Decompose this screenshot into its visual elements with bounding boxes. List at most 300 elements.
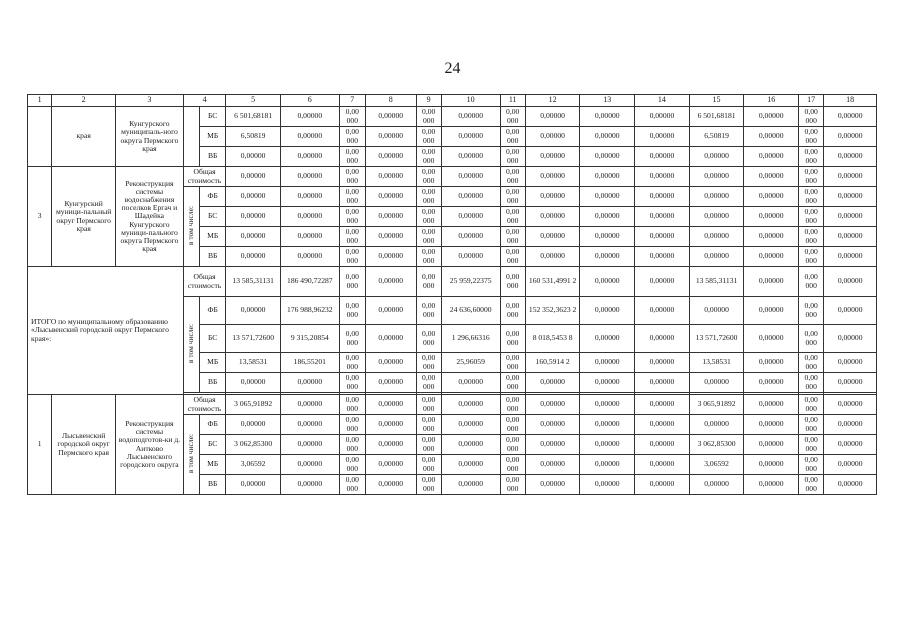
table-row (28, 267, 877, 297)
value-cell: 0,00000 (365, 187, 416, 207)
value-cell: 0,00000 (635, 455, 690, 475)
value-cell: 0,00 000 (799, 373, 824, 393)
value-cell: 6,50819 (226, 127, 281, 147)
value-cell: 0,00000 (744, 297, 799, 325)
value-cell: 0,00000 (824, 187, 877, 207)
value-cell: 160 531,4991 2 (525, 267, 580, 297)
value-cell: 0,00000 (824, 353, 877, 373)
value-cell: 0,00 000 (339, 207, 365, 227)
value-cell: 0,00000 (580, 127, 635, 147)
value-cell: 0,00000 (226, 167, 281, 187)
value-cell: 0,00 000 (416, 167, 441, 187)
value-cell: 0,00000 (226, 373, 281, 393)
value-cell: 0,00000 (365, 127, 416, 147)
value-cell: 0,00000 (441, 395, 500, 415)
value-cell: 0,00000 (635, 247, 690, 267)
value-cell: 0,00000 (226, 297, 281, 325)
header-row (28, 95, 877, 107)
fund-code: БС (200, 435, 226, 455)
column-header: 3 (116, 95, 184, 107)
value-cell: 0,00000 (280, 147, 339, 167)
value-cell: 0,00000 (441, 127, 500, 147)
value-cell: 0,00 000 (799, 187, 824, 207)
value-cell: 0,00000 (824, 475, 877, 495)
column-header: 9 (416, 95, 441, 107)
value-cell: 0,00000 (744, 107, 799, 127)
value-cell: 0,00 000 (339, 435, 365, 455)
value-cell: 0,00 000 (500, 107, 525, 127)
value-cell: 6 501,68181 (689, 107, 744, 127)
value-cell: 0,00000 (689, 187, 744, 207)
value-cell: 0,00000 (226, 187, 281, 207)
value-cell: 0,00 000 (339, 415, 365, 435)
value-cell: 0,00000 (744, 167, 799, 187)
value-cell: 0,00000 (280, 455, 339, 475)
fund-code: БС (200, 325, 226, 353)
value-cell: 8 018,5453 8 (525, 325, 580, 353)
value-cell: 0,00 000 (416, 207, 441, 227)
value-cell: 0,00000 (441, 187, 500, 207)
in-total-label: в том числе: (186, 205, 196, 245)
value-cell: 0,00000 (744, 207, 799, 227)
column-header: 4 (183, 95, 225, 107)
fund-code: ФБ (200, 415, 226, 435)
value-cell: 0,00 000 (339, 395, 365, 415)
value-cell: 0,00000 (365, 207, 416, 227)
table-row (28, 395, 877, 415)
value-cell: 13,58531 (689, 353, 744, 373)
total-cost-label: Общая стоимость (183, 167, 225, 187)
value-cell: 0,00 000 (339, 325, 365, 353)
value-cell: 0,00000 (744, 127, 799, 147)
value-cell: 176 988,96232 (280, 297, 339, 325)
value-cell: 0,00 000 (416, 247, 441, 267)
object-name: Реконструкция системы водоснабжения поселков Ергач и Шадейка Кунгурского муници-пального округа Пермского края (116, 167, 184, 267)
value-cell: 0,00000 (280, 475, 339, 495)
value-cell: 0,00 000 (799, 475, 824, 495)
value-cell: 0,00000 (824, 207, 877, 227)
value-cell: 0,00000 (635, 373, 690, 393)
column-header: 6 (280, 95, 339, 107)
object-name: Кунгурского муниципаль-ного округа Пермского края (116, 107, 184, 167)
value-cell: 0,00000 (280, 127, 339, 147)
value-cell: 0,00000 (525, 227, 580, 247)
row-number: 3 (28, 167, 52, 267)
value-cell: 0,00000 (744, 415, 799, 435)
value-cell: 0,00 000 (339, 227, 365, 247)
value-cell: 0,00000 (280, 187, 339, 207)
value-cell: 0,00000 (580, 297, 635, 325)
value-cell: 0,00000 (824, 373, 877, 393)
in-total-label: в том числе: (186, 433, 196, 473)
value-cell: 0,00000 (580, 107, 635, 127)
value-cell: 0,00000 (365, 353, 416, 373)
value-cell: 0,00 000 (339, 187, 365, 207)
budget-table (27, 94, 877, 495)
fund-code: ФБ (200, 297, 226, 325)
value-cell: 0,00000 (280, 373, 339, 393)
value-cell: 0,00000 (365, 455, 416, 475)
value-cell: 0,00000 (580, 187, 635, 207)
value-cell: 3 062,85300 (226, 435, 281, 455)
row-number: 1 (28, 395, 52, 495)
value-cell: 0,00000 (280, 227, 339, 247)
value-cell: 0,00000 (280, 167, 339, 187)
value-cell: 186 490,72287 (280, 267, 339, 297)
value-cell: 0,00000 (824, 435, 877, 455)
value-cell: 0,00000 (744, 373, 799, 393)
value-cell: 0,00 000 (500, 147, 525, 167)
table-cell (183, 415, 199, 495)
value-cell: 0,00 000 (339, 147, 365, 167)
value-cell: 0,00 000 (500, 127, 525, 147)
value-cell: 0,00000 (525, 107, 580, 127)
column-header: 11 (500, 95, 525, 107)
value-cell: 0,00000 (824, 127, 877, 147)
value-cell: 0,00 000 (799, 325, 824, 353)
value-cell: 0,00 000 (339, 297, 365, 325)
value-cell: 0,00000 (689, 415, 744, 435)
value-cell: 0,00 000 (416, 297, 441, 325)
value-cell: 0,00000 (525, 167, 580, 187)
value-cell: 0,00000 (824, 267, 877, 297)
value-cell: 0,00 000 (416, 187, 441, 207)
value-cell: 0,00000 (525, 207, 580, 227)
value-cell: 3 062,85300 (689, 435, 744, 455)
value-cell: 0,00 000 (799, 297, 824, 325)
value-cell: 0,00 000 (500, 353, 525, 373)
column-header: 17 (799, 95, 824, 107)
value-cell: 0,00 000 (799, 455, 824, 475)
value-cell: 0,00000 (525, 455, 580, 475)
value-cell: 0,00 000 (416, 415, 441, 435)
value-cell: 0,00000 (226, 147, 281, 167)
column-header: 8 (365, 95, 416, 107)
value-cell: 0,00000 (635, 147, 690, 167)
value-cell: 0,00000 (635, 297, 690, 325)
in-total-label: в том числе: (186, 323, 196, 363)
row-number (28, 107, 52, 167)
value-cell: 0,00 000 (500, 415, 525, 435)
value-cell: 0,00 000 (500, 373, 525, 393)
value-cell: 0,00000 (525, 147, 580, 167)
column-header: 14 (635, 95, 690, 107)
value-cell: 0,00000 (824, 455, 877, 475)
value-cell: 0,00 000 (799, 167, 824, 187)
value-cell: 0,00 000 (799, 435, 824, 455)
value-cell: 0,00000 (365, 475, 416, 495)
value-cell: 0,00000 (744, 325, 799, 353)
value-cell: 0,00000 (525, 373, 580, 393)
value-cell: 0,00 000 (339, 353, 365, 373)
value-cell: 0,00000 (580, 353, 635, 373)
column-header: 7 (339, 95, 365, 107)
value-cell: 0,00000 (441, 107, 500, 127)
municipality-name: Кунгурский муници-пальный округ Пермского края (52, 167, 116, 267)
fund-code: БС (200, 207, 226, 227)
value-cell: 0,00 000 (339, 455, 365, 475)
value-cell: 0,00 000 (416, 325, 441, 353)
value-cell: 0,00000 (689, 167, 744, 187)
value-cell: 0,00000 (580, 267, 635, 297)
municipality-name: края (52, 107, 116, 167)
value-cell: 0,00 000 (416, 395, 441, 415)
column-header: 12 (525, 95, 580, 107)
total-cost-label: Общая стоимость (183, 395, 225, 415)
value-cell: 0,00000 (744, 187, 799, 207)
value-cell: 0,00000 (441, 167, 500, 187)
value-cell: 0,00000 (824, 167, 877, 187)
value-cell: 0,00 000 (416, 107, 441, 127)
value-cell: 0,00000 (580, 167, 635, 187)
value-cell: 0,00000 (226, 227, 281, 247)
value-cell: 0,00 000 (500, 267, 525, 297)
value-cell: 0,00000 (365, 107, 416, 127)
value-cell: 0,00 000 (799, 147, 824, 167)
value-cell: 0,00000 (365, 325, 416, 353)
column-header: 2 (52, 95, 116, 107)
value-cell: 0,00000 (689, 147, 744, 167)
value-cell: 0,00000 (441, 227, 500, 247)
value-cell: 0,00000 (580, 325, 635, 353)
value-cell: 0,00000 (635, 435, 690, 455)
fund-code: ВБ (200, 475, 226, 495)
value-cell: 0,00 000 (799, 127, 824, 147)
value-cell: 0,00000 (824, 297, 877, 325)
value-cell: 0,00000 (824, 147, 877, 167)
column-header: 5 (226, 95, 281, 107)
value-cell: 0,00 000 (416, 127, 441, 147)
value-cell: 0,00 000 (416, 435, 441, 455)
column-header: 13 (580, 95, 635, 107)
value-cell: 0,00 000 (416, 147, 441, 167)
page-number: 24 (444, 60, 461, 77)
value-cell: 24 636,60000 (441, 297, 500, 325)
column-header: 16 (744, 95, 799, 107)
value-cell: 0,00000 (824, 325, 877, 353)
value-cell: 0,00000 (824, 227, 877, 247)
value-cell: 0,00000 (689, 475, 744, 495)
value-cell: 0,00000 (580, 435, 635, 455)
value-cell: 0,00000 (689, 227, 744, 247)
value-cell: 0,00000 (280, 415, 339, 435)
value-cell: 9 315,20854 (280, 325, 339, 353)
value-cell: 0,00000 (744, 267, 799, 297)
value-cell: 0,00000 (441, 455, 500, 475)
value-cell: 0,00 000 (339, 107, 365, 127)
value-cell: 0,00000 (635, 353, 690, 373)
value-cell: 0,00 000 (799, 267, 824, 297)
value-cell: 3 065,91892 (689, 395, 744, 415)
value-cell: 0,00000 (365, 415, 416, 435)
value-cell: 0,00000 (744, 435, 799, 455)
value-cell: 0,00000 (441, 373, 500, 393)
fund-code: ВБ (200, 373, 226, 393)
value-cell: 0,00000 (824, 395, 877, 415)
value-cell: 0,00000 (635, 107, 690, 127)
value-cell: 3,06592 (689, 455, 744, 475)
fund-code: ФБ (200, 187, 226, 207)
value-cell: 0,00000 (689, 247, 744, 267)
value-cell: 0,00000 (744, 395, 799, 415)
value-cell: 0,00000 (744, 353, 799, 373)
value-cell: 0,00 000 (500, 247, 525, 267)
value-cell: 0,00 000 (339, 475, 365, 495)
table-cell (183, 297, 199, 393)
value-cell: 0,00000 (635, 127, 690, 147)
column-header: 1 (28, 95, 52, 107)
value-cell: 0,00 000 (416, 373, 441, 393)
value-cell: 0,00000 (441, 247, 500, 267)
value-cell: 13 585,31131 (226, 267, 281, 297)
value-cell: 0,00 000 (500, 227, 525, 247)
fund-code: МБ (200, 127, 226, 147)
value-cell: 0,00000 (689, 297, 744, 325)
value-cell: 0,00000 (635, 187, 690, 207)
value-cell: 0,00000 (689, 373, 744, 393)
fund-code: МБ (200, 455, 226, 475)
value-cell: 0,00000 (365, 395, 416, 415)
value-cell: 0,00000 (744, 455, 799, 475)
object-name: Реконструкция системы водоподготов-ки д. Аитково Лысьвенского городского округа (116, 395, 184, 495)
value-cell: 0,00000 (580, 475, 635, 495)
value-cell: 3 065,91892 (226, 395, 281, 415)
value-cell: 0,00000 (635, 227, 690, 247)
in-total-column (183, 107, 199, 167)
value-cell: 0,00000 (365, 373, 416, 393)
value-cell: 0,00000 (580, 455, 635, 475)
value-cell: 0,00000 (365, 227, 416, 247)
value-cell: 0,00000 (525, 435, 580, 455)
value-cell: 13,58531 (226, 353, 281, 373)
column-header: 15 (689, 95, 744, 107)
fund-code: МБ (200, 353, 226, 373)
column-header: 10 (441, 95, 500, 107)
value-cell: 0,00000 (226, 475, 281, 495)
value-cell: 0,00000 (525, 475, 580, 495)
value-cell: 0,00000 (441, 475, 500, 495)
column-header: 18 (824, 95, 877, 107)
value-cell: 0,00000 (744, 475, 799, 495)
value-cell: 0,00000 (365, 435, 416, 455)
value-cell: 0,00 000 (416, 455, 441, 475)
value-cell: 0,00 000 (500, 325, 525, 353)
value-cell: 0,00 000 (339, 127, 365, 147)
value-cell: 0,00 000 (500, 167, 525, 187)
value-cell: 0,00000 (580, 207, 635, 227)
value-cell: 0,00000 (226, 415, 281, 435)
value-cell: 0,00000 (744, 227, 799, 247)
value-cell: 0,00000 (226, 247, 281, 267)
value-cell: 1 296,66316 (441, 325, 500, 353)
value-cell: 0,00 000 (799, 415, 824, 435)
value-cell: 0,00 000 (799, 353, 824, 373)
value-cell: 0,00000 (744, 147, 799, 167)
value-cell: 0,00000 (580, 415, 635, 435)
value-cell: 0,00000 (365, 247, 416, 267)
value-cell: 0,00000 (365, 297, 416, 325)
value-cell: 0,00 000 (799, 207, 824, 227)
value-cell: 0,00000 (525, 395, 580, 415)
value-cell: 0,00000 (689, 207, 744, 227)
value-cell: 0,00000 (365, 167, 416, 187)
value-cell: 0,00000 (226, 207, 281, 227)
fund-code: ВБ (200, 147, 226, 167)
value-cell: 0,00 000 (500, 297, 525, 325)
fund-code: МБ (200, 227, 226, 247)
fund-code: БС (200, 107, 226, 127)
table-cell (183, 187, 199, 267)
total-cost-label: Общая стоимость (183, 267, 225, 297)
value-cell: 0,00 000 (339, 247, 365, 267)
value-cell: 0,00000 (365, 267, 416, 297)
value-cell: 0,00000 (441, 147, 500, 167)
municipality-name: Лысьвенский городской округ Пермского края (52, 395, 116, 495)
value-cell: 0,00000 (441, 207, 500, 227)
value-cell: 0,00 000 (799, 227, 824, 247)
value-cell: 0,00000 (635, 207, 690, 227)
value-cell: 0,00000 (635, 395, 690, 415)
value-cell: 0,00000 (580, 147, 635, 167)
value-cell: 0,00 000 (416, 267, 441, 297)
value-cell: 0,00000 (525, 415, 580, 435)
value-cell: 0,00 000 (799, 107, 824, 127)
value-cell: 0,00000 (580, 247, 635, 267)
table-row (28, 167, 877, 187)
value-cell: 0,00 000 (339, 167, 365, 187)
value-cell: 0,00000 (824, 107, 877, 127)
value-cell: 0,00000 (635, 475, 690, 495)
total-label: ИТОГО по муниципальному образованию «Лысьвенский городской округ Пермского края»: (28, 267, 184, 395)
value-cell: 0,00000 (635, 267, 690, 297)
value-cell: 0,00000 (280, 207, 339, 227)
value-cell: 186,55201 (280, 353, 339, 373)
fund-code: ВБ (200, 247, 226, 267)
value-cell: 0,00 000 (799, 247, 824, 267)
value-cell: 0,00 000 (500, 207, 525, 227)
value-cell: 160,5914 2 (525, 353, 580, 373)
value-cell: 0,00000 (441, 415, 500, 435)
value-cell: 0,00000 (824, 247, 877, 267)
value-cell: 0,00000 (365, 147, 416, 167)
value-cell: 0,00 000 (416, 353, 441, 373)
value-cell: 0,00000 (635, 325, 690, 353)
value-cell: 0,00000 (580, 395, 635, 415)
value-cell: 6,50819 (689, 127, 744, 147)
value-cell: 0,00 000 (500, 475, 525, 495)
value-cell: 0,00000 (441, 435, 500, 455)
value-cell: 6 501,68181 (226, 107, 281, 127)
table-row (28, 107, 877, 127)
value-cell: 25 959,22375 (441, 267, 500, 297)
value-cell: 0,00000 (525, 127, 580, 147)
value-cell: 0,00 000 (416, 227, 441, 247)
value-cell: 3,06592 (226, 455, 281, 475)
value-cell: 0,00000 (280, 247, 339, 267)
value-cell: 0,00000 (824, 415, 877, 435)
value-cell: 0,00000 (580, 227, 635, 247)
value-cell: 152 352,3623 2 (525, 297, 580, 325)
value-cell: 13 585,31131 (689, 267, 744, 297)
value-cell: 0,00 000 (416, 475, 441, 495)
value-cell: 13 571,72600 (226, 325, 281, 353)
value-cell: 0,00 000 (339, 267, 365, 297)
value-cell: 0,00000 (580, 373, 635, 393)
value-cell: 0,00000 (635, 415, 690, 435)
value-cell: 0,00000 (525, 247, 580, 267)
value-cell: 0,00000 (525, 187, 580, 207)
value-cell: 25,96059 (441, 353, 500, 373)
